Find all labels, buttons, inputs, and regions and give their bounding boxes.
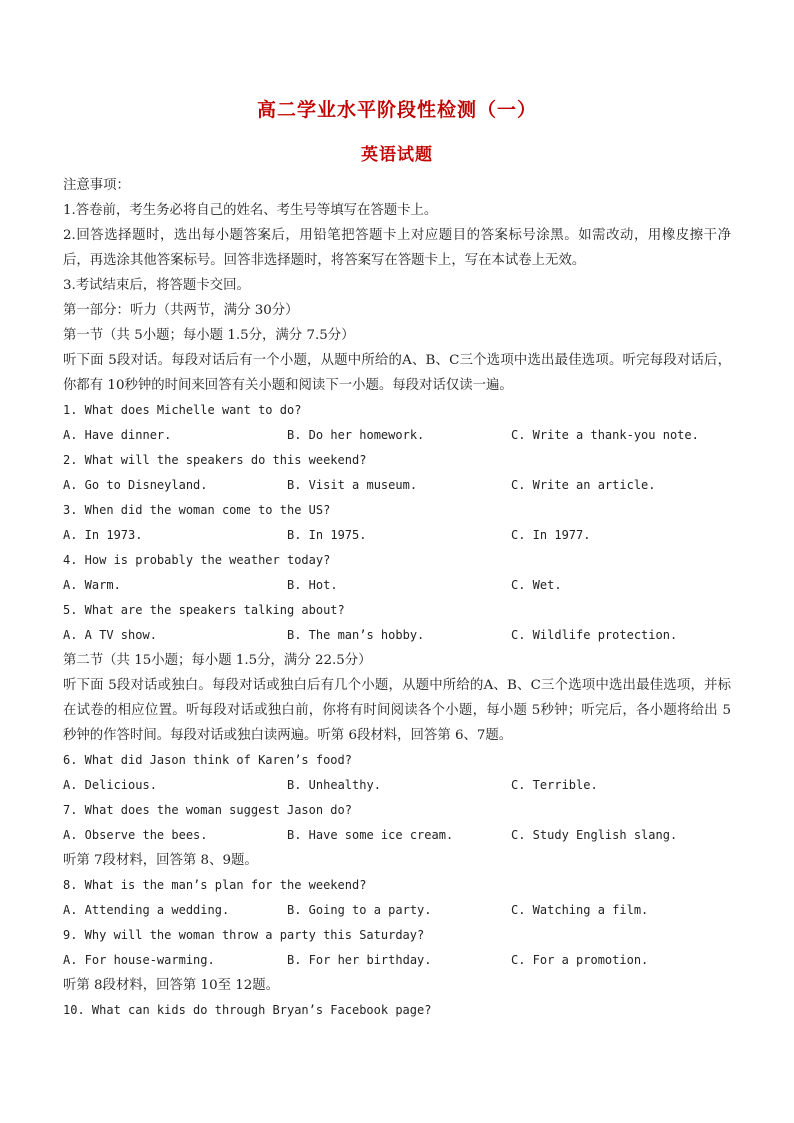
question-3: 3. When did the woman come to the US? [63, 503, 331, 517]
question-2: 2. What will the speakers do this weekend? [63, 453, 367, 467]
material-7-note: 听第 7段材料，回答第 8、9题。 [63, 853, 258, 868]
option-b: B. Hot. [287, 578, 338, 592]
option-c: C. Wildlife protection. [511, 628, 678, 642]
question-5-options [63, 623, 731, 648]
option-c: C. Write a thank-you note. [511, 428, 699, 442]
question-7-options [63, 823, 731, 848]
notes-heading: 注意事项： [63, 178, 130, 193]
note-item-2: 2.回答选择题时，选出每小题答案后，用铅笔把答题卡上对应题目的答案标号涂黑。如需改动，用橡皮擦干净后，再选涂其他答案标号。回答非选择题时，将答案写在答题卡上，写在本试卷上无效。 [63, 228, 731, 268]
option-c: C. Wet. [511, 578, 562, 592]
question-8-options [63, 898, 731, 923]
option-b: B. Do her homework. [287, 428, 425, 442]
option-a: A. Have dinner. [63, 428, 172, 442]
option-a: A. For house-warming. [63, 953, 215, 967]
option-a: A. In 1973. [63, 528, 143, 542]
question-10: 10. What can kids do through Bryan’s Facebook page? [63, 1003, 432, 1017]
option-b: B. Have some ice cream. [287, 828, 454, 842]
question-1-options [63, 423, 731, 448]
section1-instructions: 听下面 5段对话。每段对话后有一个小题，从题中所给的A、B、C三个选项中选出最佳选项。听完每段对话后，你都有 10秒钟的时间来回答有关小题和阅读下一小题。每段对话仅读一遍。 [63, 353, 731, 393]
question-3-options [63, 523, 731, 548]
option-c: C. Watching a film. [511, 903, 649, 917]
option-a: A. Go to Disneyland. [63, 478, 208, 492]
section1-heading: 第一节（共 5小题；每小题 1.5分，满分 7.5分） [63, 328, 355, 343]
option-c: C. For a promotion. [511, 953, 649, 967]
option-b: B. The man’s hobby. [287, 628, 425, 642]
question-7: 7. What does the woman suggest Jason do? [63, 803, 352, 817]
option-a: A. Attending a wedding. [63, 903, 230, 917]
option-b: B. For her birthday. [287, 953, 432, 967]
note-item-1: 1.答卷前，考生务必将自己的姓名、考生号等填写在答题卡上。 [63, 203, 438, 218]
question-4: 4. How is probably the weather today? [63, 553, 331, 567]
option-c: C. In 1977. [511, 528, 591, 542]
question-9: 9. Why will the woman throw a party this Saturday? [63, 928, 425, 942]
question-4-options [63, 573, 731, 598]
option-c: C. Write an article. [511, 478, 656, 492]
question-8: 8. What is the man’s plan for the weekend? [63, 878, 367, 892]
option-a: A. A TV show. [63, 628, 157, 642]
option-b: B. Going to a party. [287, 903, 432, 917]
section2-instructions: 听下面 5段对话或独白。每段对话或独白后有几个小题，从题中所给的A、B、C三个选项中选出最佳选项，并标在试卷的相应位置。听每段对话或独白前，你将有时间阅读各个小题，每小题 5秒钟；听完后，各小题将给出 5秒钟的作答时间。每段对话或独白读两遍。听第 6段材料，回答第 6、7题。 [63, 678, 731, 743]
exam-subtitle: 英语试题 [361, 145, 433, 165]
note-item-3: 3.考试结束后，将答题卡交回。 [63, 278, 250, 293]
question-6-options [63, 773, 731, 798]
exam-content [63, 173, 731, 1023]
option-a: A. Warm. [63, 578, 121, 592]
option-c: C. Study English slang. [511, 828, 678, 842]
question-1: 1. What does Michelle want to do? [63, 403, 302, 417]
question-6: 6. What did Jason think of Karen’s food? [63, 753, 352, 767]
option-b: B. Visit a museum. [287, 478, 418, 492]
option-a: A. Observe the bees. [63, 828, 208, 842]
question-9-options [63, 948, 731, 973]
question-2-options [63, 473, 731, 498]
part1-heading: 第一部分：听力（共两节，满分 30分） [63, 303, 299, 318]
exam-title: 高二学业水平阶段性检测（一） [256, 99, 537, 121]
section2-heading: 第二节（共 15小题；每小题 1.5分，满分 22.5分） [63, 653, 372, 668]
option-c: C. Terrible. [511, 778, 598, 792]
option-a: A. Delicious. [63, 778, 157, 792]
option-b: B. Unhealthy. [287, 778, 381, 792]
question-5: 5. What are the speakers talking about? [63, 603, 345, 617]
material-8-note: 听第 8段材料，回答第 10至 12题。 [63, 978, 280, 993]
option-b: B. In 1975. [287, 528, 367, 542]
